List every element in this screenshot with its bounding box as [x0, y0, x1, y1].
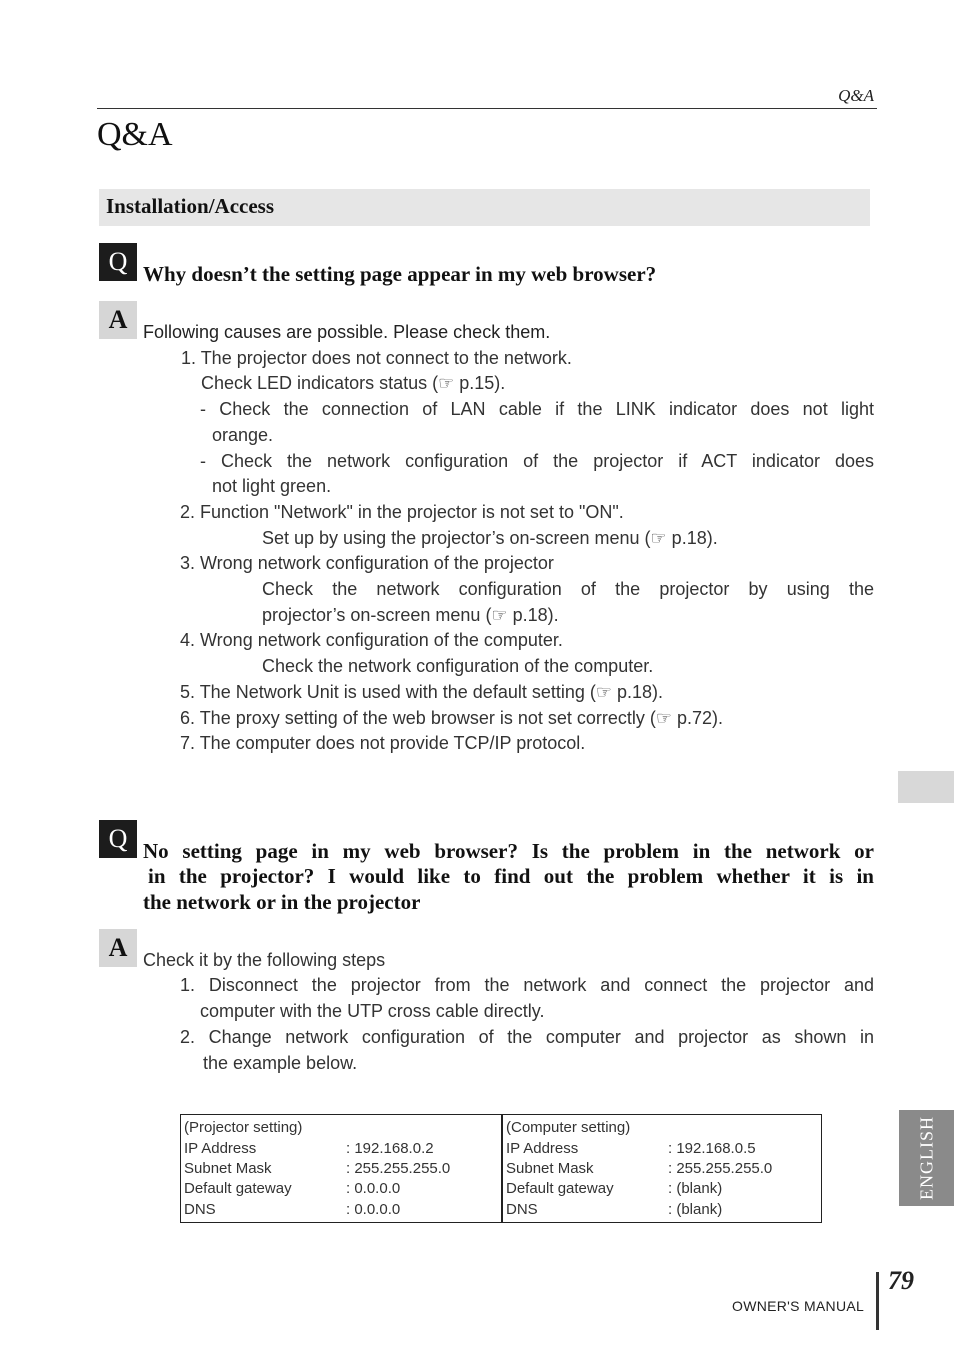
- question-marker: Q: [99, 820, 137, 858]
- page-number-rule: [876, 1272, 879, 1330]
- computer-setting-column: [501, 1115, 821, 1222]
- header-section-label: Q&A: [838, 86, 874, 105]
- answer-2-line: 1. Disconnect the projector from the network and connect the projector and: [180, 975, 874, 995]
- question-1: Why doesn’t the setting page appear in my web browser?: [143, 262, 657, 286]
- table-row: Subnet Mask : 255.255.255.0: [506, 1160, 773, 1177]
- answer-1-line: Check the network configuration of the projector by using the: [262, 579, 874, 599]
- answer-1-line: 1. The projector does not connect to the network.: [181, 348, 572, 368]
- answer-1-line: orange.: [212, 425, 274, 445]
- answer-1-line: 7. The computer does not provide TCP/IP protocol.: [180, 733, 586, 753]
- answer-1-line: not light green.: [212, 476, 332, 496]
- table-heading: (Computer setting): [506, 1119, 631, 1136]
- table-row: IP Address : 192.168.0.2: [184, 1140, 434, 1157]
- answer-1-line: Check the network configuration of the computer.: [262, 656, 654, 676]
- answer-2-line: 2. Change network configuration of the computer and projector as shown in: [180, 1027, 874, 1047]
- projector-setting-column: [181, 1115, 501, 1222]
- question-2-line: in the projector? I would like to find out the problem whether it is in: [148, 864, 874, 888]
- answer-1-line: Set up by using the projector’s on-screen menu (☞ p.18).: [262, 528, 718, 548]
- answer-marker: A: [99, 301, 137, 339]
- page-number: 79: [888, 1266, 914, 1295]
- answer-2-line: the example below.: [203, 1053, 358, 1073]
- section-title: Installation/Access: [106, 194, 274, 218]
- language-tab-label: ENGLISH: [916, 1116, 936, 1200]
- answer-1-line: - Check the network configuration of the projector if ACT indicator does: [200, 451, 874, 471]
- table-heading: (Projector setting): [184, 1119, 303, 1136]
- table-row: DNS : (blank): [506, 1201, 723, 1218]
- answer-2-intro: Check it by the following steps: [143, 950, 386, 970]
- language-tab: [899, 1110, 954, 1206]
- header-rule: [97, 108, 877, 109]
- answer-1-line: - Check the connection of LAN cable if the LINK indicator does not light: [200, 399, 874, 419]
- question-2-line: No setting page in my web browser? Is the problem in the network or: [143, 839, 874, 863]
- answer-1-line: 5. The Network Unit is used with the default setting (☞ p.18).: [180, 682, 664, 702]
- table-row: Default gateway : (blank): [506, 1180, 723, 1197]
- answer-1-line: 6. The proxy setting of the web browser is not set correctly (☞ p.72).: [180, 708, 724, 728]
- question-2-line: the network or in the projector: [143, 890, 421, 914]
- table-row: Subnet Mask : 255.255.255.0: [184, 1160, 451, 1177]
- table-row: IP Address : 192.168.0.5: [506, 1140, 756, 1157]
- answer-2-line: computer with the UTP cross cable directly.: [200, 1001, 545, 1021]
- question-marker: Q: [99, 243, 137, 281]
- side-tab-marker: [898, 771, 954, 803]
- table-row: Default gateway : 0.0.0.0: [184, 1180, 401, 1197]
- answer-1-line: 3. Wrong network configuration of the projector: [180, 553, 554, 573]
- answer-1-line: projector’s on-screen menu (☞ p.18).: [262, 605, 559, 625]
- answer-1-line: Check LED indicators status (☞ p.15).: [201, 373, 506, 393]
- page-title: Q&A: [97, 116, 173, 153]
- network-settings-table: [180, 1114, 822, 1223]
- manual-label: OWNER'S MANUAL: [732, 1298, 865, 1314]
- answer-marker: A: [99, 929, 137, 967]
- table-row: DNS : 0.0.0.0: [184, 1201, 401, 1218]
- answer-1-line: 4. Wrong network configuration of the computer.: [180, 630, 563, 650]
- answer-1-intro: Following causes are possible. Please check them.: [143, 322, 551, 342]
- answer-1-line: 2. Function "Network" in the projector is not set to "ON".: [180, 502, 624, 522]
